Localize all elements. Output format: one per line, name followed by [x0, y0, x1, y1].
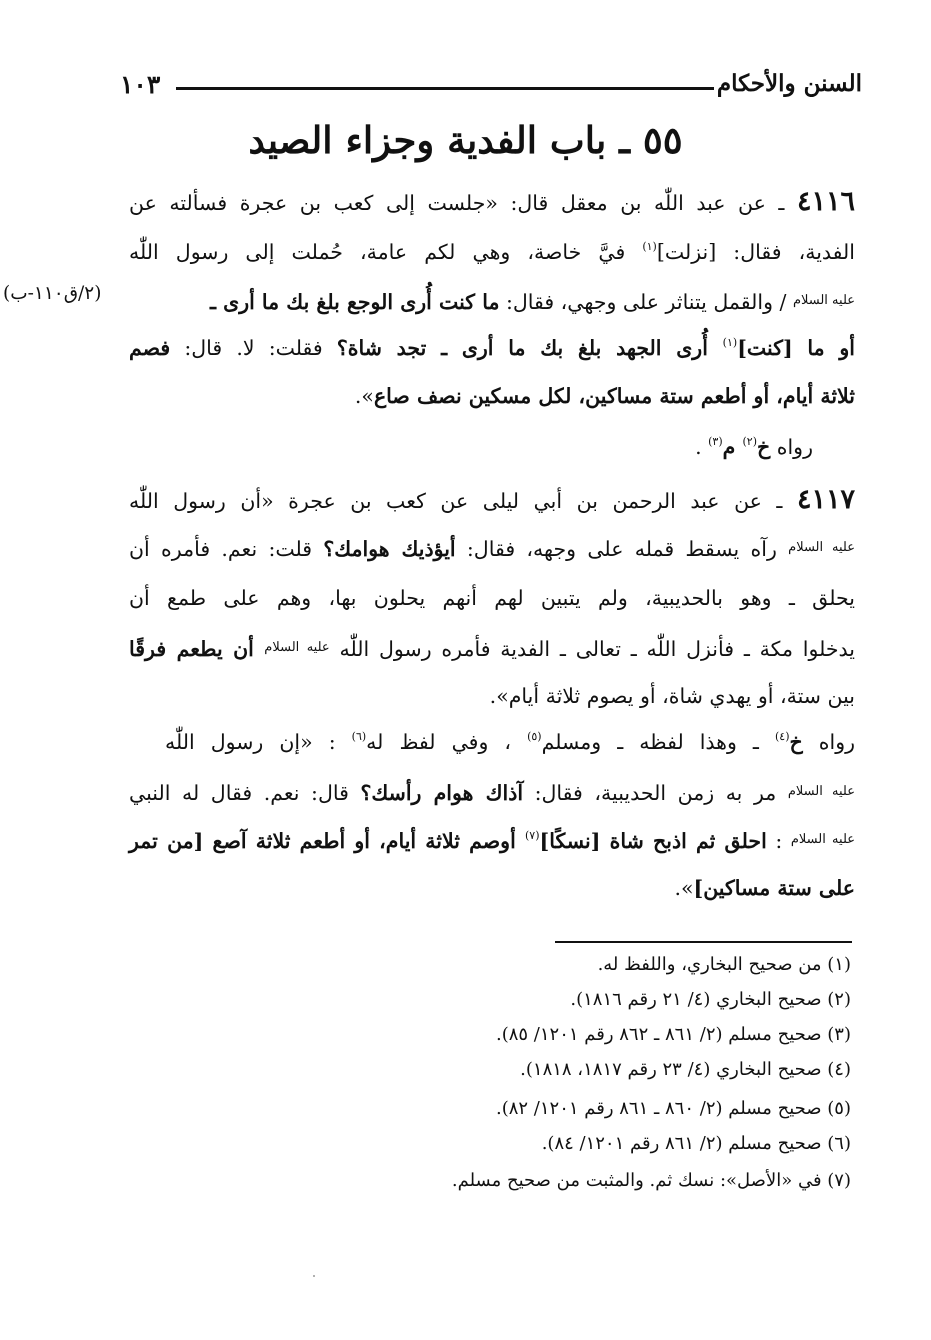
text-line [129, 526, 855, 570]
footnote-ref[interactable]: (٧) [524, 829, 540, 842]
text-line: بين ستة، أو يهدي شاة، أو يصوم ثلاثة أيام». [489, 684, 855, 708]
text-line [129, 818, 855, 862]
text-run: الفدية، فقال: [نزلت] [656, 240, 855, 264]
footnote-item: (٣) صحيح مسلم (٢/ ٨٦١ ـ ٨٦٢ رقم ١٢٠١/ ٨٥). [495, 1024, 851, 1045]
text-run: قال: نعم. فقال له النبي [129, 781, 361, 805]
footnote-ref[interactable]: (٦) [351, 730, 367, 743]
text-line [129, 770, 855, 814]
footnote-ref[interactable]: (٣) [708, 435, 723, 448]
bold-run: آذاك هوام رأسك؟ [360, 781, 524, 805]
salutation-symbol: عليه السلام [787, 784, 855, 799]
salutation-symbol: عليه السلام [790, 832, 855, 847]
text-line [129, 374, 855, 418]
text-run: ». [674, 876, 694, 900]
footnote-ref[interactable]: (١) [722, 336, 738, 349]
text-run: مر به زمن الحديبية، فقال: [523, 781, 788, 805]
salutation-symbol: عليه السلام [788, 540, 855, 555]
footnote-ref[interactable]: (٥) [527, 730, 542, 743]
bold-run: فصم [129, 336, 171, 360]
bold-run: ثلاثة أيام، أو أطعم ستة مساكين، لكل مسكين نصف صاع [373, 384, 855, 408]
source-abbr: خ [789, 730, 803, 754]
footnote-rule [555, 941, 852, 943]
text-line [210, 279, 855, 323]
text-run: رواه [770, 435, 813, 459]
text-line [129, 478, 855, 522]
bold-run: ما كنت أُرى الوجع بلغ بك ما أرى ـ [210, 290, 500, 314]
text-run: فقلت: لا. قال: [170, 336, 337, 360]
text-line [129, 626, 855, 670]
footnote-ref[interactable]: (١) [642, 240, 657, 253]
hadith-number: ٤١١٦ [796, 186, 855, 217]
text-run: : [766, 829, 791, 853]
text-run: : «إن رسول اللّٰه [165, 730, 352, 754]
text-run: قلت: نعم. فأمره أن [129, 537, 324, 561]
bold-run: أيؤذيك هوامك؟ [323, 537, 456, 561]
salutation-symbol: عليه السلام [264, 640, 330, 655]
scan-speck [313, 1275, 315, 1277]
hadith-number: ٤١١٧ [796, 484, 855, 515]
footnote-item: (٧) في «الأصل»: نسك ثم. والمثبت من صحيح مسلم. [451, 1170, 851, 1191]
footnote-ref[interactable]: (٤) [774, 730, 790, 743]
text-line [129, 326, 855, 370]
text-run: . [695, 435, 709, 459]
bold-run: على ستة مساكين] [693, 876, 855, 900]
header-rule [176, 87, 714, 90]
margin-manuscript-note: (٢/ق١١٠-ب) [3, 283, 102, 304]
source-abbr: م [722, 435, 743, 459]
text-run: ـ عن عبد الرحمن بن أبي ليلى عن كعب بن عجرة «أن رسول اللّٰه [129, 489, 797, 513]
footnote-item: (١) من صحيح البخاري، واللفظ له. [597, 954, 851, 975]
riwaya-line [87, 425, 813, 469]
footnote-item: (٤) صحيح البخاري (٤/ ٢٣ رقم ١٨١٧، ١٨١٨). [520, 1059, 851, 1080]
text-run: فيَّ خاصة، وهي لكم عامة، حُملت إلى رسول اللّٰه [129, 240, 643, 264]
bold-run: أُرى الجهد بلغ بك ما أرى ـ تجد شاة؟ [336, 336, 723, 360]
text-run: / والقمل يتناثر على وجهي، فقال: [499, 290, 793, 314]
text-run: ـ وهذا لفظه ـ ومسلم [541, 730, 775, 754]
footnote-item: (٥) صحيح مسلم (٢/ ٨٦٠ ـ ٨٦١ رقم ١٢٠١/ ٨٢). [495, 1098, 851, 1119]
text-run: ، وفي لفظ له [366, 730, 528, 754]
page-number: ١٠٣ [120, 70, 161, 99]
text-line: يحلق ـ وهو بالحديبية، ولم يتبين لهم أنهم يحلون بها، وهم على طمع أن [129, 586, 855, 610]
text-line [165, 720, 855, 764]
running-title: السنن والأحكام [716, 70, 862, 97]
footnote-ref[interactable]: (٢) [742, 435, 757, 448]
text-run: ـ عن عبد اللّٰه بن معقل قال: «جلست إلى كعب بن عجرة فسألته عن [129, 191, 797, 215]
source-abbr: خ [757, 435, 771, 459]
bold-run: احلق ثم اذبح شاة [نسكًا] [539, 829, 767, 853]
bold-run: أو ما [كنت] [737, 336, 855, 360]
bold-run: أوصم ثلاثة أيام، أو أطعم ثلاثة آصع [من تمر [129, 829, 525, 853]
running-header [120, 70, 862, 110]
footnote-item: (٦) صحيح مسلم (٢/ ٨٦١ رقم ١٢٠١/ ٨٤). [541, 1133, 851, 1154]
text-line [129, 866, 855, 910]
text-line [129, 230, 855, 274]
text-run: ». [354, 384, 374, 408]
text-run: يدخلوا مكة ـ فأنزل اللّٰه ـ تعالى ـ الفدية فأمره رسول اللّٰه [329, 637, 856, 661]
text-run: رآه يسقط قمله على وجهه، فقال: [455, 537, 789, 561]
text-line [129, 180, 855, 224]
salutation-symbol: عليه السلام [792, 293, 855, 308]
text-run: رواه [802, 730, 856, 754]
bold-run: أن يطعم فرقًا [129, 637, 265, 661]
chapter-title: ٥٥ ـ باب الفدية وجزاء الصيد [248, 118, 683, 162]
footnote-item: (٢) صحيح البخاري (٤/ ٢١ رقم ١٨١٦). [570, 989, 851, 1010]
